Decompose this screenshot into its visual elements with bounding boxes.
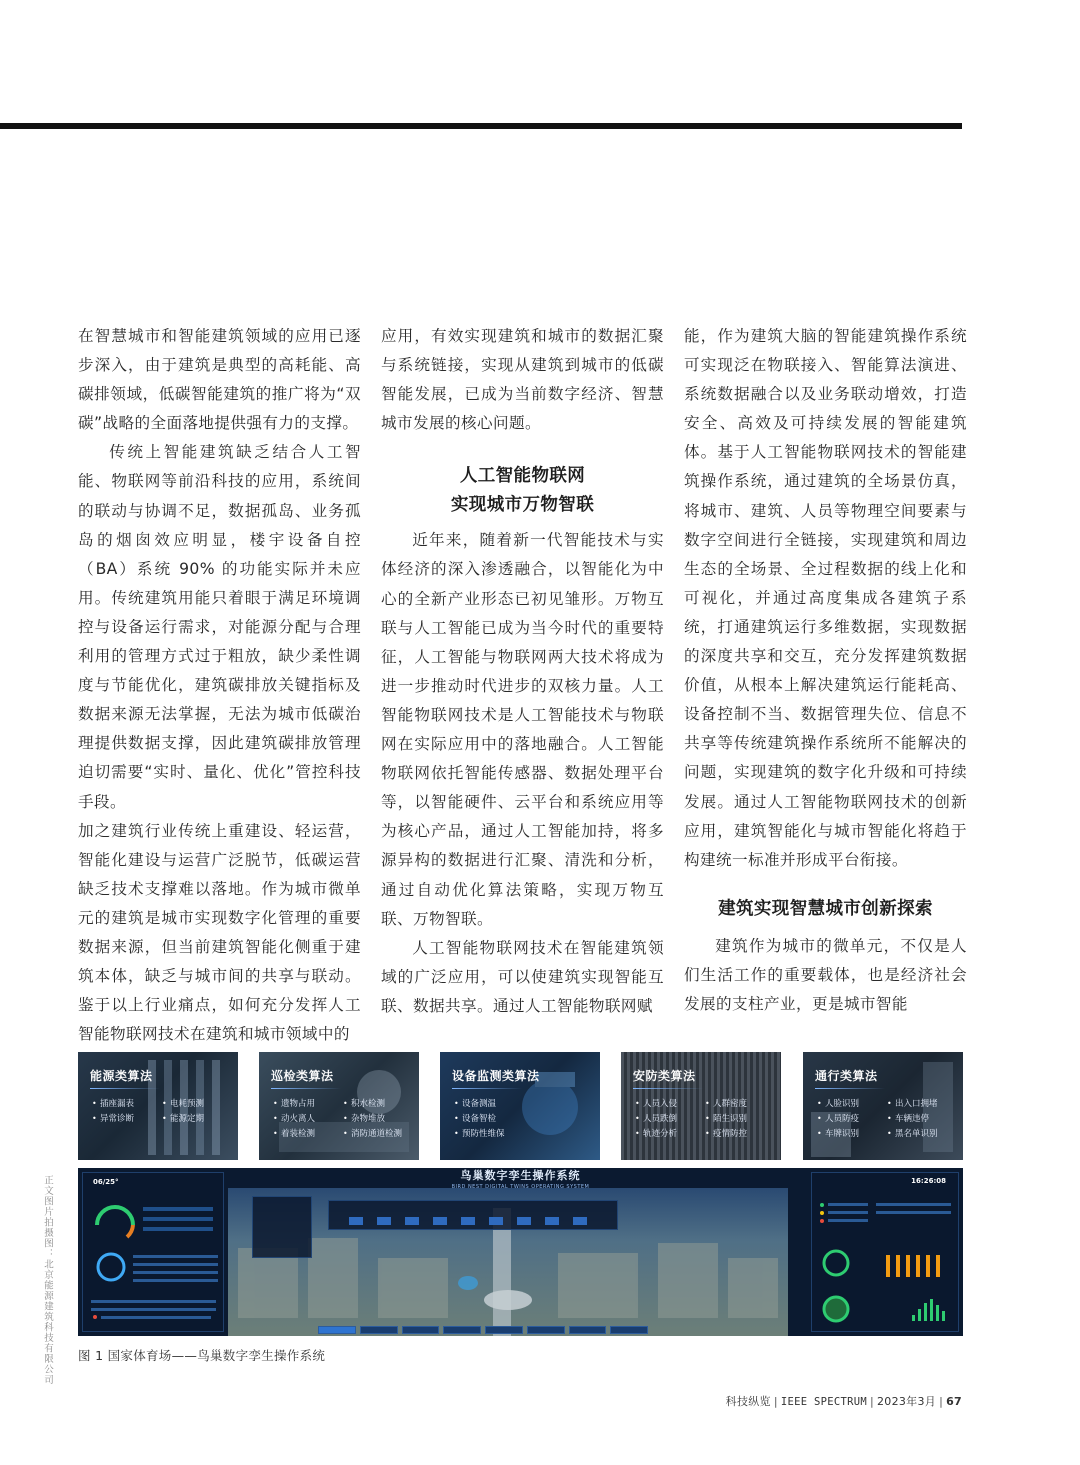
panel-item-list bbox=[635, 1098, 775, 1140]
magazine-name: 科技纵览 bbox=[725, 1395, 771, 1408]
panel-energy-algorithms bbox=[78, 1052, 238, 1160]
section-heading-line-1: 人工智能物联网 bbox=[459, 466, 586, 487]
panel-item: • 杂物堆放 bbox=[343, 1113, 413, 1125]
left-panel-widgets bbox=[83, 1185, 225, 1335]
photo-credit: 正文图片拍摄图：北京能源建筑科技有限公司 bbox=[42, 1175, 53, 1385]
panel-item: • 人脸识别 bbox=[817, 1098, 887, 1110]
magazine-spectrum: IEEE SPECTRUM bbox=[780, 1396, 867, 1408]
panel-item: • 预防性维保 bbox=[454, 1128, 594, 1140]
panel-item: • 遗物占用 bbox=[273, 1098, 343, 1110]
top-rule bbox=[0, 123, 962, 129]
panel-item: • 人员防疫 bbox=[817, 1113, 887, 1125]
panel-item: • 异常诊断 bbox=[92, 1113, 162, 1125]
dashboard-tab bbox=[610, 1326, 648, 1334]
figure-caption: 图 1 国家体育场——鸟巢数字孪生操作系统 bbox=[78, 1348, 326, 1363]
panel-title: 设备监测类算法 bbox=[452, 1067, 540, 1089]
col1-paragraph-3: 加之建筑行业传统上重建设、轻运营，智能化建设与运营广泛脱节，低碳运营缺乏技术支撑难以落地。作为城市微单元的建筑是城市实现数字化管理的重要数据来源，但当前建筑智能化侧重于建筑本体，缺乏与城市间的共享与联动。鉴于以上行业痛点，如何充分发挥人工智能物联网技术在建筑和城市领域中的 bbox=[78, 821, 361, 1044]
algorithm-panels bbox=[78, 1052, 963, 1160]
panel-title: 能源类算法 bbox=[90, 1067, 160, 1089]
panel-item: • 积水检测 bbox=[343, 1098, 413, 1110]
scene-list-box bbox=[252, 1196, 312, 1258]
right-panel-widgets bbox=[812, 1183, 960, 1333]
dashboard-left-panel bbox=[82, 1172, 224, 1332]
dashboard-tab bbox=[527, 1326, 565, 1334]
panel-item-list bbox=[454, 1098, 594, 1140]
panel-title: 巡检类算法 bbox=[271, 1067, 341, 1089]
dashboard-title-bar bbox=[408, 1168, 633, 1190]
panel-item-list bbox=[273, 1098, 413, 1140]
panel-item-list bbox=[92, 1098, 232, 1125]
control-bar bbox=[328, 1200, 618, 1230]
panel-item: • 黑名单识别 bbox=[887, 1128, 957, 1140]
col3-paragraph-2: 建筑作为城市的微单元，不仅是人们生活工作的重要载体，也是经济社会发展的支柱产业，更是城市智能 bbox=[684, 936, 967, 1013]
panel-item: • 着装检测 bbox=[273, 1128, 343, 1140]
page-number: 67 bbox=[946, 1395, 962, 1408]
column-1 bbox=[78, 322, 361, 1049]
col2-paragraph-1: 应用，有效实现建筑和城市的数据汇聚与系统链接，实现从建筑到城市的低碳智能发展，已成为当前数字经济、智慧城市发展的核心问题。 bbox=[381, 327, 664, 433]
dashboard-tab bbox=[318, 1326, 356, 1334]
panel-item: • 插座漏表 bbox=[92, 1098, 162, 1110]
dashboard-tab bbox=[569, 1326, 607, 1334]
panel-security-algorithms bbox=[621, 1052, 781, 1160]
panel-inspection-algorithms bbox=[259, 1052, 419, 1160]
col3-paragraph-1: 能，作为建筑大脑的智能建筑操作系统可实现泛在物联接入、智能算法演进、系统数据融合以及业务联动增效，打造安全、高效及可持续发展的智能建筑体。基于人工智能物联网技术的智能建筑操作系统，通过建筑的全场景仿真，将城市、建筑、人员等物理空间要素与数字空间进行全链接，实现建筑和周边生态的全场景、全过程数据的线上化和可视化，并通过高度集成各建筑子系统，打通建筑运行多维数据，实现数据的深度共享和交互，充分发挥建筑数据价值，从根本上解决建筑运行能耗高、设备控制不当、数据管理失位、信息不共享等传统建筑操作系统所不能解决的问题，实现建筑的数字化升级和可持续发展。通过人工智能物联网技术的创新应用，建筑智能化与城市智能化将趋于构建统一标准并形成平台衔接。 bbox=[684, 327, 967, 869]
panel-item: • 出入口拥堵 bbox=[887, 1098, 957, 1110]
dashboard-tab bbox=[485, 1326, 523, 1334]
dashboard-tab bbox=[402, 1326, 440, 1334]
weather-readout: 06/25° bbox=[93, 1178, 119, 1186]
page-footer: 科技纵览 | IEEE SPECTRUM | 2023年3月 | 67 bbox=[725, 1395, 962, 1408]
panel-title: 安防类算法 bbox=[633, 1067, 703, 1089]
control-bar-icons bbox=[329, 1201, 619, 1231]
panel-item: • 人员入侵 bbox=[635, 1098, 705, 1110]
section-heading-line-2: 实现城市万物智联 bbox=[450, 495, 595, 516]
column-3 bbox=[684, 322, 967, 1019]
section-heading-smart-city: 建筑实现智慧城市创新探索 bbox=[718, 898, 933, 919]
panel-item: • 轨迹分析 bbox=[635, 1128, 705, 1140]
panel-item: • 车辆违停 bbox=[887, 1113, 957, 1125]
panel-item: • 电耗预测 bbox=[162, 1098, 232, 1110]
digital-twin-dashboard bbox=[78, 1168, 963, 1336]
dashboard-tab bbox=[360, 1326, 398, 1334]
dashboard-bottom-tabs bbox=[318, 1326, 648, 1334]
column-2 bbox=[381, 322, 664, 1021]
issue-date: 2023年3月 bbox=[876, 1395, 937, 1408]
section-heading-aiot bbox=[381, 462, 664, 520]
panel-item: • 能源定期 bbox=[162, 1113, 232, 1125]
panel-item-list bbox=[817, 1098, 957, 1140]
panel-item: • 疫情防控 bbox=[705, 1128, 775, 1140]
col1-paragraph-1: 在智慧城市和智能建筑领域的应用已逐步深入，由于建筑是典型的高耗能、高碳排领域，低碳智能建筑的推广将为“双碳”战略的全面落地提供强有力的支撑。 bbox=[78, 327, 361, 433]
panel-title: 通行类算法 bbox=[815, 1067, 885, 1089]
panel-access-algorithms bbox=[803, 1052, 963, 1160]
panel-item: • 设备智检 bbox=[454, 1113, 594, 1125]
panel-item: • 车牌识别 bbox=[817, 1128, 887, 1140]
dashboard-title: 鸟巢数字孪生操作系统 bbox=[460, 1169, 581, 1182]
panel-equipment-monitoring-algorithms bbox=[440, 1052, 600, 1160]
col1-paragraph-2: 传统上智能建筑缺乏结合人工智能、物联网等前沿科技的应用，系统间的联动与协调不足，数据孤岛、业务孤岛的烟囱效应明显，楼宇设备自控（BA）系统 90% 的功能实际并未应用。传统建筑用能只着眼于满足环境调控与设备运行需求，对能源分配与合理利用的管理方式过于粗放，缺少柔性调度与节能优化，建筑碳排放关键指标及数据来源无法掌握，无法为城市低碳治理提供数据支撑，因此建筑碳排放管理迫切需要“实时、量化、优化”管控科技手段。 bbox=[78, 443, 361, 811]
panel-item: • 设备测温 bbox=[454, 1098, 594, 1110]
col2-paragraph-2: 近年来，随着新一代智能技术与实体经济的深入渗透融合，以智能化为中心的全新产业形态已初见雏形。万物互联与人工智能已成为当今时代的重要特征，人工智能与物联网两大技术将成为进一步推动时代进步的双核力量。人工智能物联网技术是人工智能技术与物联网在实际应用中的落地融合。人工智能物联网依托智能传感器、数据处理平台等，以智能硬件、云平台和系统应用等为核心产品，通过人工智能加持，将多源异构的数据进行汇聚、清洗和分析，通过自动优化算法策略，实现万物互联、万物智联。 bbox=[381, 531, 664, 928]
dashboard-right-panel bbox=[811, 1172, 959, 1332]
panel-item: • 动火离人 bbox=[273, 1113, 343, 1125]
panel-item: • 消防通道检测 bbox=[343, 1128, 413, 1140]
panel-item: • 人群密度 bbox=[705, 1098, 775, 1110]
col2-paragraph-3: 人工智能物联网技术在智能建筑领域的广泛应用，可以使建筑实现智能互联、数据共享。通过人工智能物联网赋 bbox=[381, 938, 664, 1015]
dashboard-subtitle: BIRD NEST DIGITAL TWINS OPERATING SYSTEM bbox=[451, 1184, 590, 1190]
clock-readout: 16:26:08 bbox=[911, 1177, 946, 1185]
dashboard-tab bbox=[443, 1326, 481, 1334]
figure-1 bbox=[78, 1052, 963, 1336]
panel-item: • 陌生识别 bbox=[705, 1113, 775, 1125]
panel-item: • 人员跌倒 bbox=[635, 1113, 705, 1125]
